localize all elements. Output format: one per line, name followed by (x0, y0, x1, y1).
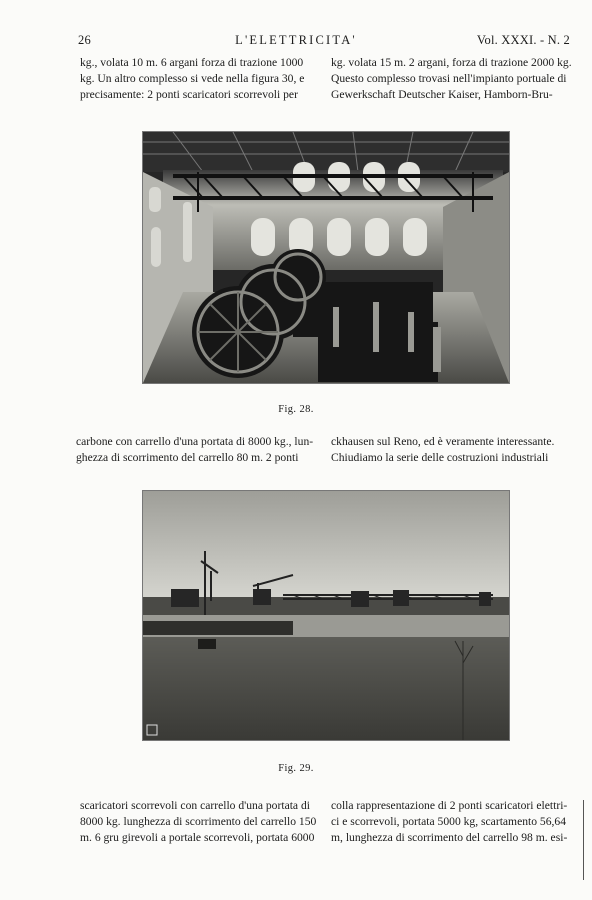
margin-rule (583, 800, 584, 880)
text-line: kg., volata 10 m. 6 argani forza di trazione 1000 (80, 56, 304, 69)
text-line: carbone con carrello d'una portata di 8000 kg., lun- (76, 435, 314, 448)
text-line: ghezza di scorrimento del carrello 80 m. 2 ponti (76, 451, 299, 464)
text-column-left-2 (76, 434, 316, 466)
text-column-right-1 (331, 55, 575, 103)
text-line: 8000 kg. lunghezza di scorrimento del carrello 150 (80, 815, 317, 828)
journal-title: L'ELETTRICITA' (235, 33, 357, 47)
text-column-left-3 (80, 798, 320, 846)
text-line: precisamente: 2 ponti scaricatori scorrevoli per (80, 88, 298, 101)
figure-28-caption: Fig. 28. (278, 404, 314, 415)
text-column-right-3 (331, 798, 575, 846)
text-line: m. 6 gru girevoli a portale scorrevoli, portata 6000 (80, 831, 315, 844)
figure-29-caption: Fig. 29. (278, 763, 314, 774)
text-line: Gewerkschaft Deutscher Kaiser, Hamborn-Bru- (331, 88, 553, 101)
figure-29-photo (143, 491, 509, 740)
page-number: 26 (78, 33, 91, 47)
figure-28-photo (143, 132, 509, 383)
volume-issue: Vol. XXXI. - N. 2 (476, 33, 570, 47)
text-line: Questo complesso trovasi nell'impianto portuale di (331, 72, 567, 85)
text-column-left-1 (80, 55, 320, 103)
text-line: ckhausen sul Reno, ed è veramente interessante. (331, 435, 555, 448)
text-column-right-2 (331, 434, 575, 466)
text-line: kg. Un altro complesso si vede nella figura 30, e (80, 72, 305, 85)
text-line: ci e scorrevoli, portata 5000 kg, scartamento 56,64 (331, 815, 567, 828)
text-line: colla rappresentazione di 2 ponti scaricatori elettri- (331, 799, 568, 812)
text-line: kg. volata 15 m. 2 argani, forza di trazione 2000 kg. (331, 56, 572, 69)
text-line: Chiudiamo la serie delle costruzioni industriali (331, 451, 549, 464)
text-line: scaricatori scorrevoli con carrello d'una portata di (80, 799, 310, 812)
text-line: m, lunghezza di scorrimento del carrello 98 m. esi- (331, 831, 568, 844)
